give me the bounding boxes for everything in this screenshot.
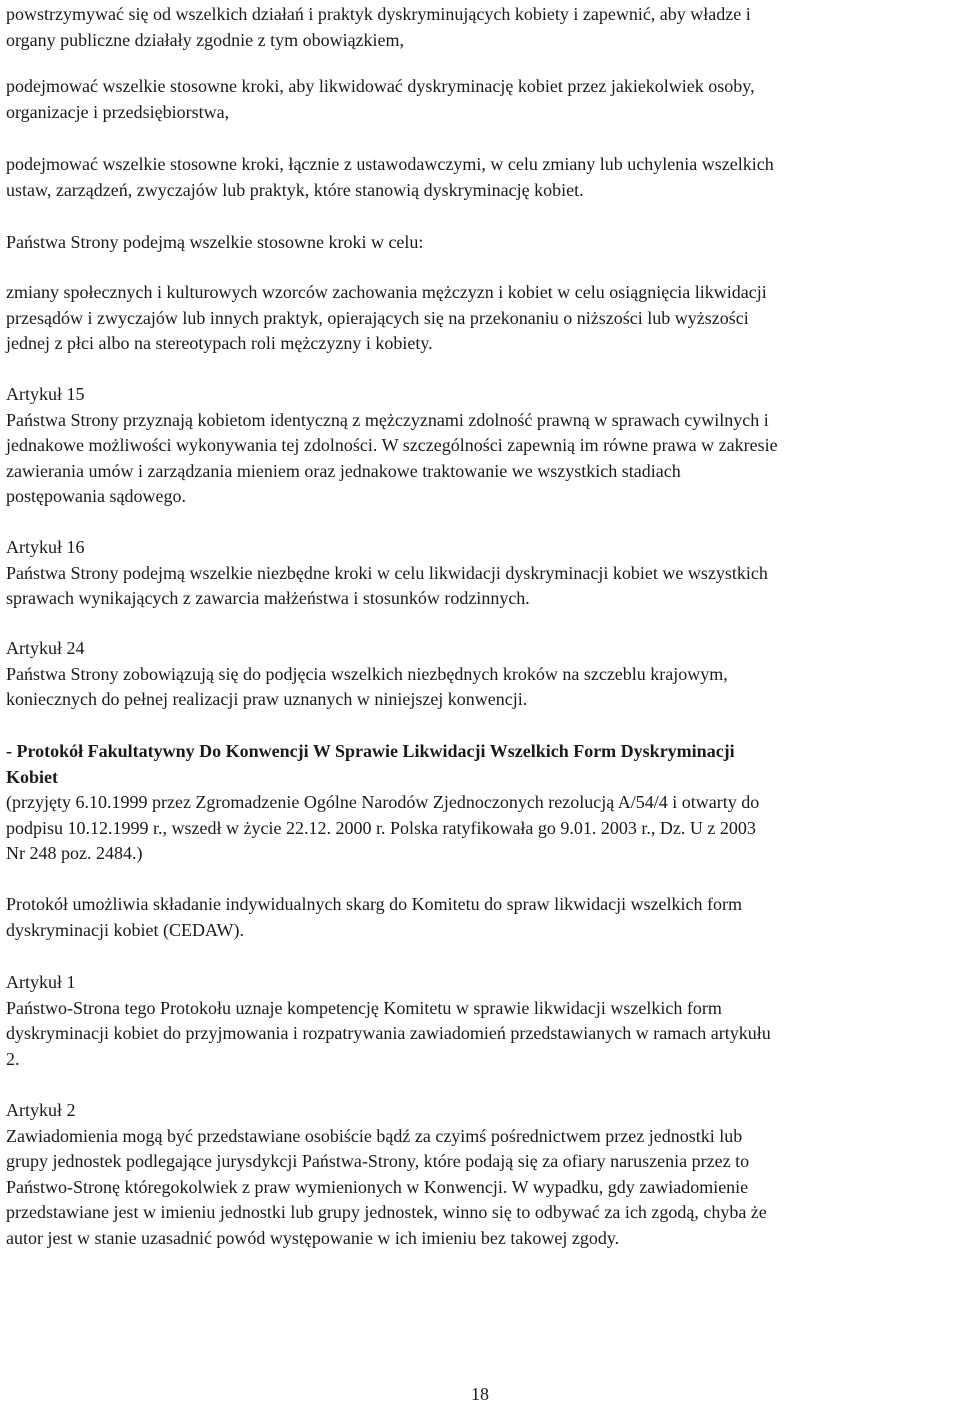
article-heading: Artykuł 24 [6,638,85,658]
protocol-summary [6,892,956,943]
text-line: Państwa Strony przyznają kobietom identyczną z mężczyznami zdolność prawną w sprawach cywilnych i [6,409,769,430]
article-16 [6,535,956,612]
heading-line: - Protokół Fakultatywny Do Konwencji W Sprawie Likwidacji Wszelkich Form Dyskryminacji [6,741,735,761]
text-line: zawierania umów i zarządzania mieniem oraz jednakowe traktowanie we wszystkich stadiach [6,460,681,481]
text-line: Państwo-Stronę któregokolwiek z praw wymienionych w Konwencji. W wypadku, gdy zawiadomienie [6,1176,749,1197]
paragraph-states-intro [6,230,956,256]
text-line: sprawach wynikających z zawarcia małżeństwa i stosunków rodzinnych. [6,588,530,608]
paragraph-social-patterns [6,280,956,357]
paragraph-obligation-eliminate [6,74,956,125]
protocol-article-1 [6,970,956,1072]
text-line: podpisu 10.12.1999 r., wszedł w życie 22.12. 2000 r. Polska ratyfikowała go 9.01. 2003 r., Dz. U z 2003 [6,817,756,838]
text-line: organizacje i przedsiębiorstwa, [6,101,230,122]
heading-line: Kobiet [6,766,58,787]
paragraph-obligation-legislation [6,152,956,203]
text-line: jednej z płci albo na stereotypach roli mężczyzny i kobiety. [6,333,433,353]
protocol-article-2 [6,1098,956,1251]
text-line: autor jest w stanie uzasadnić powód występowanie w ich imieniu bez takowej zgody. [6,1227,620,1248]
text-line: podejmować wszelkie stosowne kroki, aby likwidować dyskryminację kobiet przez jakiekolwiek osoby, [6,76,755,96]
text-line: Państwo-Strona tego Protokołu uznaje kompetencję Komitetu w sprawie likwidacji wszelkich form [6,997,722,1018]
text-line: podejmować wszelkie stosowne kroki, łącznie z ustawodawczymi, w celu zmiany lub uchylenia wszelkich [6,154,774,174]
text-line: organy publiczne działały zgodnie z tym obowiązkiem, [6,29,405,50]
text-line: grupy jednostek podlegające jurysdykcji Państwa-Strony, które podają się za ofiary naruszenia przez to [6,1151,750,1171]
protocol-adoption-note [6,790,956,867]
article-heading: Artykuł 1 [6,972,76,992]
article-heading: Artykuł 16 [6,537,85,557]
text-line: 2. [6,1048,20,1069]
text-line: koniecznych do pełnej realizacji praw uznanych w niniejszej konwencji. [6,689,528,709]
protocol-heading [6,739,956,790]
text-line: powstrzymywać się od wszelkich działań i praktyk dyskryminujących kobiety i zapewnić, aby władze i [6,4,751,24]
text-line: Nr 248 poz. 2484.) [6,843,143,863]
paragraph-obligation-refrain [6,2,956,53]
text-line: Zawiadomienia mogą być przedstawiane osobiście bądź za czyimś pośrednictwem przez jednostki lub [6,1125,743,1146]
text-line: (przyjęty 6.10.1999 przez Zgromadzenie Ogólne Narodów Zjednoczonych rezolucją A/54/4 i otwarty do [6,792,760,812]
text-line: dyskryminacji kobiet do przyjmowania i rozpatrywania zawiadomień przedstawianych w ramach artykułu [6,1023,771,1043]
article-heading: Artykuł 2 [6,1100,76,1120]
text-line: przedstawiane jest w imieniu jednostki lub grupy jednostek, winno się to odbywać za ich zgodą, chyba że [6,1202,767,1222]
text-line: zmiany społecznych i kulturowych wzorców zachowania mężczyzn i kobiet w celu osiągnięcia likwidacji [6,282,767,302]
text-line: przesądów i zwyczajów lub innych praktyk, opierających się na przekonaniu o niższości lub wyższości [6,307,749,328]
article-24 [6,636,956,713]
text-line: Państwa Strony podejmą wszelkie niezbędne kroki w celu likwidacji dyskryminacji kobiet we wszystkich [6,562,768,583]
page-number: 18 [471,1384,489,1404]
text-line: ustaw, zarządzeń, zwyczajów lub praktyk, które stanowią dyskryminację kobiet. [6,179,584,200]
article-15 [6,382,956,510]
text-line: Państwa Strony zobowiązują się do podjęcia wszelkich niezbędnych kroków na szczeblu krajowym, [6,663,728,684]
text-line: jednakowe możliwości wykonywania tej zdolności. W szczególności zapewnią im równe prawa w zakresie [6,435,778,455]
text-line: dyskryminacji kobiet (CEDAW). [6,919,245,940]
article-heading: Artykuł 15 [6,384,85,404]
text-line: Protokół umożliwia składanie indywidualnych skarg do Komitetu do spraw likwidacji wszelkich form [6,894,743,914]
text-line: Państwa Strony podejmą wszelkie stosowne kroki w celu: [6,232,424,252]
text-line: postępowania sądowego. [6,486,186,506]
